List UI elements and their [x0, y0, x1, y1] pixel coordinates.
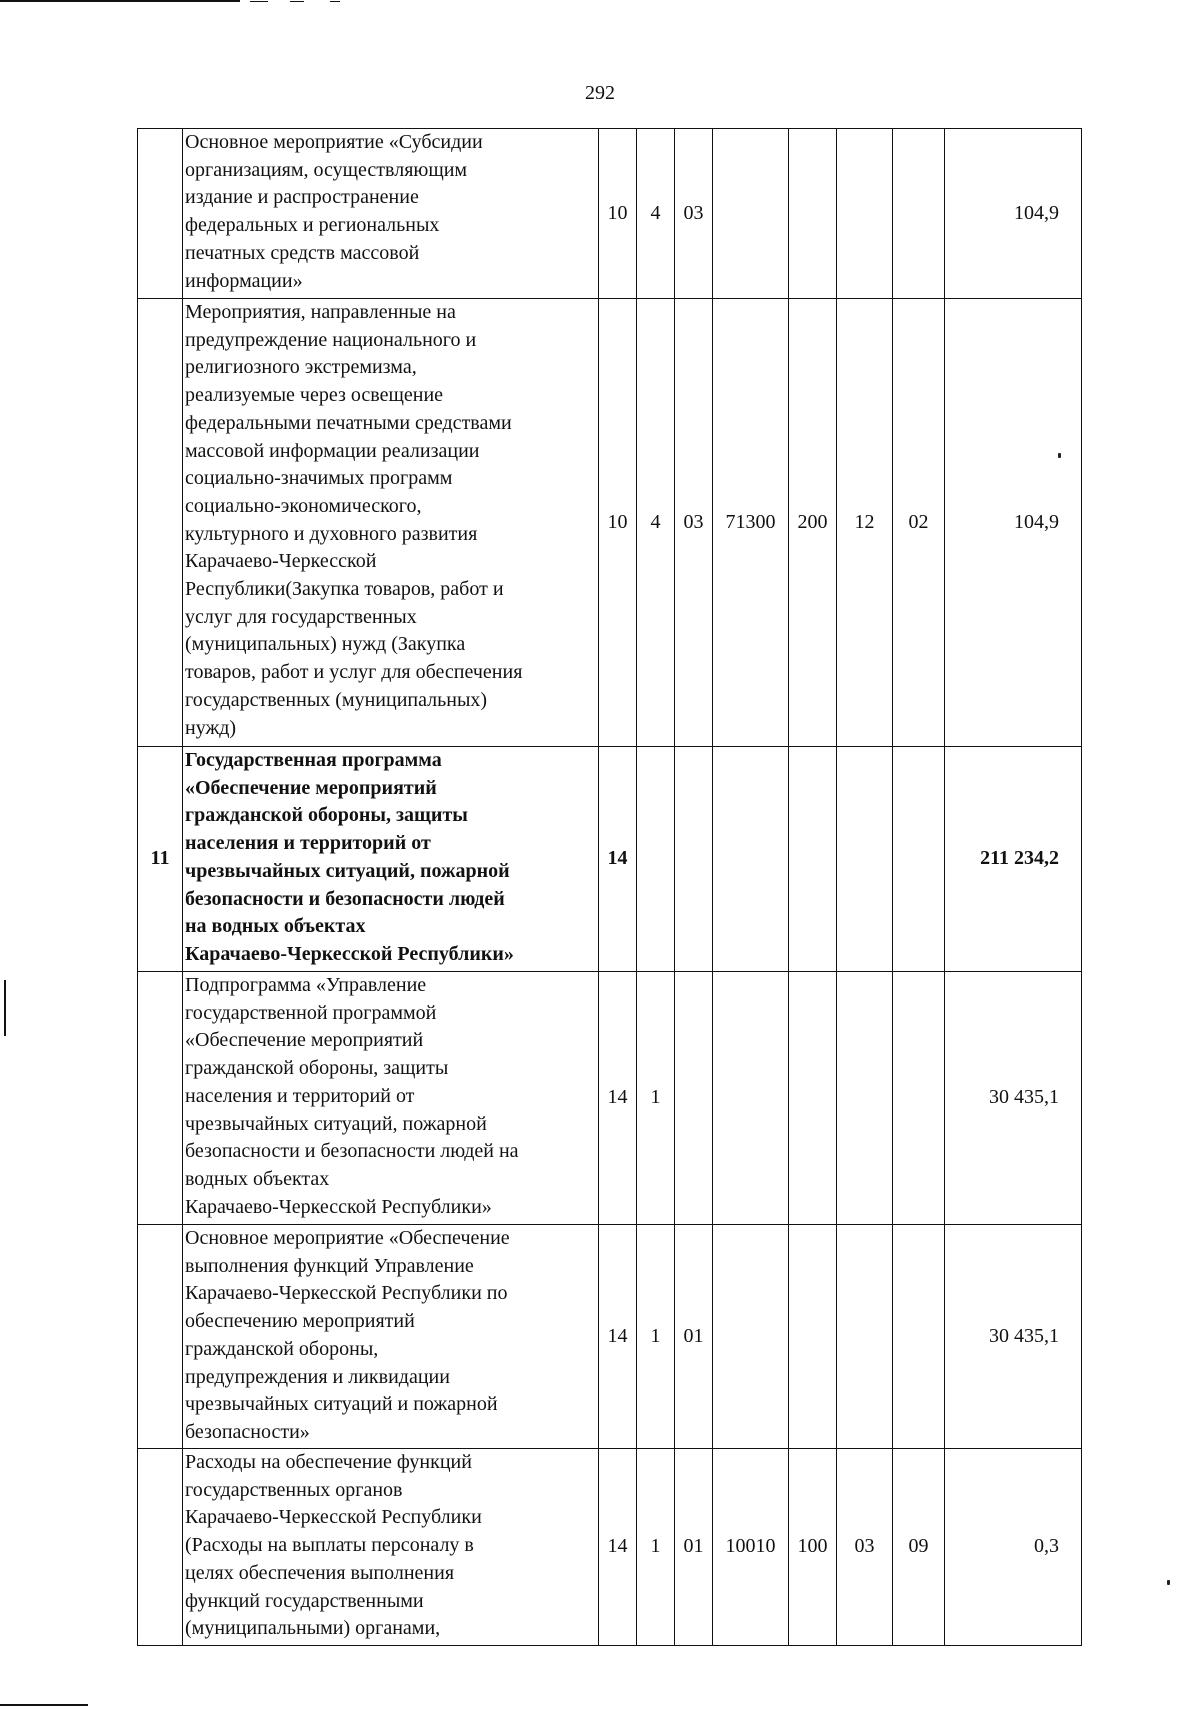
scan-artifact-top-dash [290, 1, 304, 2]
code-main-event [675, 747, 713, 972]
code-section: 12 [837, 299, 893, 747]
code-subprogram: 4 [637, 129, 675, 299]
row-amount: 0,3 [945, 1449, 1082, 1646]
table-row [138, 1449, 1082, 1646]
code-subsection [893, 972, 945, 1225]
code-subsection: 02 [893, 299, 945, 747]
code-direction: 10010 [713, 1449, 789, 1646]
code-subprogram [637, 747, 675, 972]
table-row [138, 129, 1082, 299]
code-program: 14 [599, 1225, 637, 1449]
code-direction [713, 1225, 789, 1449]
code-expense-type: 100 [789, 1449, 837, 1646]
code-direction: 71300 [713, 299, 789, 747]
table-body [138, 129, 1082, 1646]
code-main-event: 01 [675, 1225, 713, 1449]
scan-artifact-bottom-line [0, 1704, 88, 1706]
row-number [138, 1225, 183, 1449]
scan-artifact-left-mark [4, 980, 6, 1036]
code-program: 10 [599, 129, 637, 299]
code-section [837, 747, 893, 972]
scan-artifact-top-dash [330, 1, 340, 2]
code-expense-type [789, 1225, 837, 1449]
row-number: 11 [138, 747, 183, 972]
code-expense-type [789, 747, 837, 972]
scan-artifact-top-line [0, 0, 240, 2]
code-section [837, 1225, 893, 1449]
code-section: 03 [837, 1449, 893, 1646]
budget-table [137, 128, 1082, 1646]
table-row [138, 1225, 1082, 1449]
code-main-event: 03 [675, 129, 713, 299]
code-program: 10 [599, 299, 637, 747]
code-main-event: 03 [675, 299, 713, 747]
code-direction [713, 129, 789, 299]
row-amount: 104,9 [945, 299, 1082, 747]
code-subprogram: 1 [637, 972, 675, 1225]
table-row [138, 299, 1082, 747]
code-main-event [675, 972, 713, 1225]
code-subsection: 09 [893, 1449, 945, 1646]
row-number [138, 299, 183, 747]
code-subsection [893, 1225, 945, 1449]
code-direction [713, 972, 789, 1225]
row-number [138, 129, 183, 299]
code-subprogram: 1 [637, 1225, 675, 1449]
page-number: 292 [585, 82, 615, 104]
row-name: Мероприятия, направленные на предупреждение национального и религиозного экстремизма, реализуемые через освещение федеральными печатными средствами массовой информации реализации социально-значимых программ социально-экономического, культурного и духовного развития Карачаево-Черкесской Республики(Закупка товаров, работ и услуг для государственных (муниципальных) нужд (Закупка товаров, работ и услуг для обеспечения государственных (муниципальных) нужд) [183, 299, 599, 747]
row-name: Подпрограмма «Управление государственной программой «Обеспечение мероприятий гражданской обороны, защиты населения и территорий от чрезвычайных ситуаций, пожарной безопасности и безопасности людей на водных объектах Карачаево-Черкесской Республики» [183, 972, 599, 1225]
code-expense-type: 200 [789, 299, 837, 747]
code-program: 14 [599, 1449, 637, 1646]
row-name: Расходы на обеспечение функций государственных органов Карачаево-Черкесской Республики (Расходы на выплаты персоналу в целях обеспечения выполнения функций государственными (муниципальными) органами, [183, 1449, 599, 1646]
code-section [837, 972, 893, 1225]
row-amount: 30 435,1 [945, 972, 1082, 1225]
row-number [138, 972, 183, 1225]
code-subsection [893, 129, 945, 299]
table-row-program [138, 747, 1082, 972]
scan-artifact-dot [1167, 1580, 1170, 1585]
row-amount: 104,9 [945, 129, 1082, 299]
code-subsection [893, 747, 945, 972]
row-name: Основное мероприятие «Субсидии организациям, осуществляющим издание и распространение федеральных и региональных печатных средств массовой информации» [183, 129, 599, 299]
code-direction [713, 747, 789, 972]
code-program: 14 [599, 747, 637, 972]
scan-artifact-top-dash [250, 1, 268, 2]
code-expense-type [789, 129, 837, 299]
code-main-event: 01 [675, 1449, 713, 1646]
code-section [837, 129, 893, 299]
row-amount: 30 435,1 [945, 1225, 1082, 1449]
code-expense-type [789, 972, 837, 1225]
code-subprogram: 1 [637, 1449, 675, 1646]
row-amount: 211 234,2 [945, 747, 1082, 972]
table-row [138, 972, 1082, 1225]
code-program: 14 [599, 972, 637, 1225]
row-name: Государственная программа «Обеспечение мероприятий гражданской обороны, защиты населения и территорий от чрезвычайных ситуаций, пожарной безопасности и безопасности людей на водных объектах Карачаево-Черкесской Республики» [183, 747, 599, 972]
row-name: Основное мероприятие «Обеспечение выполнения функций Управление Карачаево-Черкесской Республики по обеспечению мероприятий гражданской обороны, предупреждения и ликвидации чрезвычайных ситуаций и пожарной безопасности» [183, 1225, 599, 1449]
code-subprogram: 4 [637, 299, 675, 747]
row-number [138, 1449, 183, 1646]
